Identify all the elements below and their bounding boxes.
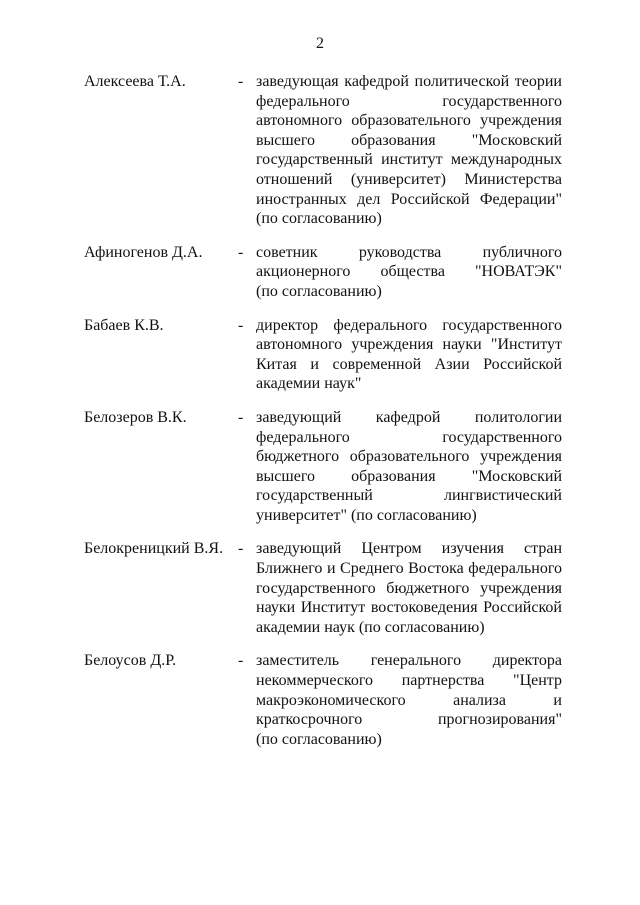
member-description [256,651,562,749]
dash-separator: - [238,652,244,670]
member-description [256,316,562,394]
page-number: 2 [316,35,324,52]
description-line: государственный лингвистический [256,487,562,505]
description-line: директор федерального государственного [256,316,562,334]
member-entry [0,243,640,302]
member-entry [0,316,640,394]
description-line: иностранных дел Российской Федерации" [256,190,562,208]
member-entry [0,408,640,526]
dash-separator: - [238,73,244,90]
description-line: заведующий кафедрой политологии [256,408,562,426]
dash-separator: - [238,243,244,261]
member-name: Алексеева Т.А. [84,73,186,90]
description-line: заместитель генерального директора [256,652,562,670]
member-name: Белокреницкий В.Я. [84,540,224,558]
description-line: макроэкономического анализа и [256,691,562,709]
member-name: Белозеров В.К. [84,408,187,426]
description-line: автономного образовательного учреждения [256,112,562,130]
description-line: федерального государственного [256,92,562,110]
dash-separator: - [238,316,244,334]
member-name: Афиногенов Д.А. [84,243,203,261]
description-line: (по согласованию) [256,730,382,748]
description-line: науки Институт востоковедения Российской [256,599,562,617]
description-line: университет" (по согласованию) [256,506,477,524]
description-line: федерального государственного [256,428,562,446]
member-entry [0,72,640,229]
member-description [256,408,562,526]
description-line: (по согласованию) [256,210,382,228]
description-line: государственный институт международных [256,151,562,169]
description-line: акционерного общества "НОВАТЭК" [256,263,562,281]
dash-separator: - [238,408,244,426]
description-line: Китая и современной Азии Российской [256,355,562,373]
description-line: отношений (университет) Министерства [256,170,562,188]
description-line: (по согласованию) [256,282,382,300]
description-line: заведующая кафедрой политической теории [256,73,562,90]
description-line: советник руководства публичного [256,243,562,261]
description-line: некоммерческого партнерства "Центр [256,672,562,690]
member-entry [0,651,640,749]
member-description [256,72,562,229]
member-description [256,243,562,302]
description-line: высшего образования "Московский [256,467,562,485]
description-line: бюджетного образовательного учреждения [256,448,562,466]
description-line: академии наук" [256,375,362,393]
description-line: государственного бюджетного учреждения [256,579,562,597]
description-line: Ближнего и Среднего Востока федерального [256,560,562,578]
description-line: краткосрочного прогнозирования" [256,711,562,729]
member-description [256,539,562,637]
member-name: Бабаев К.В. [84,316,164,334]
dash-separator: - [238,540,244,558]
description-line: академии наук (по согласованию) [256,618,485,636]
member-list [0,72,640,763]
member-entry [0,539,640,637]
description-line: высшего образования "Московский [256,131,562,149]
description-line: заведующий Центром изучения стран [256,540,562,558]
description-line: автономного учреждения науки "Институт [256,336,562,354]
member-name: Белоусов Д.Р. [84,652,177,670]
